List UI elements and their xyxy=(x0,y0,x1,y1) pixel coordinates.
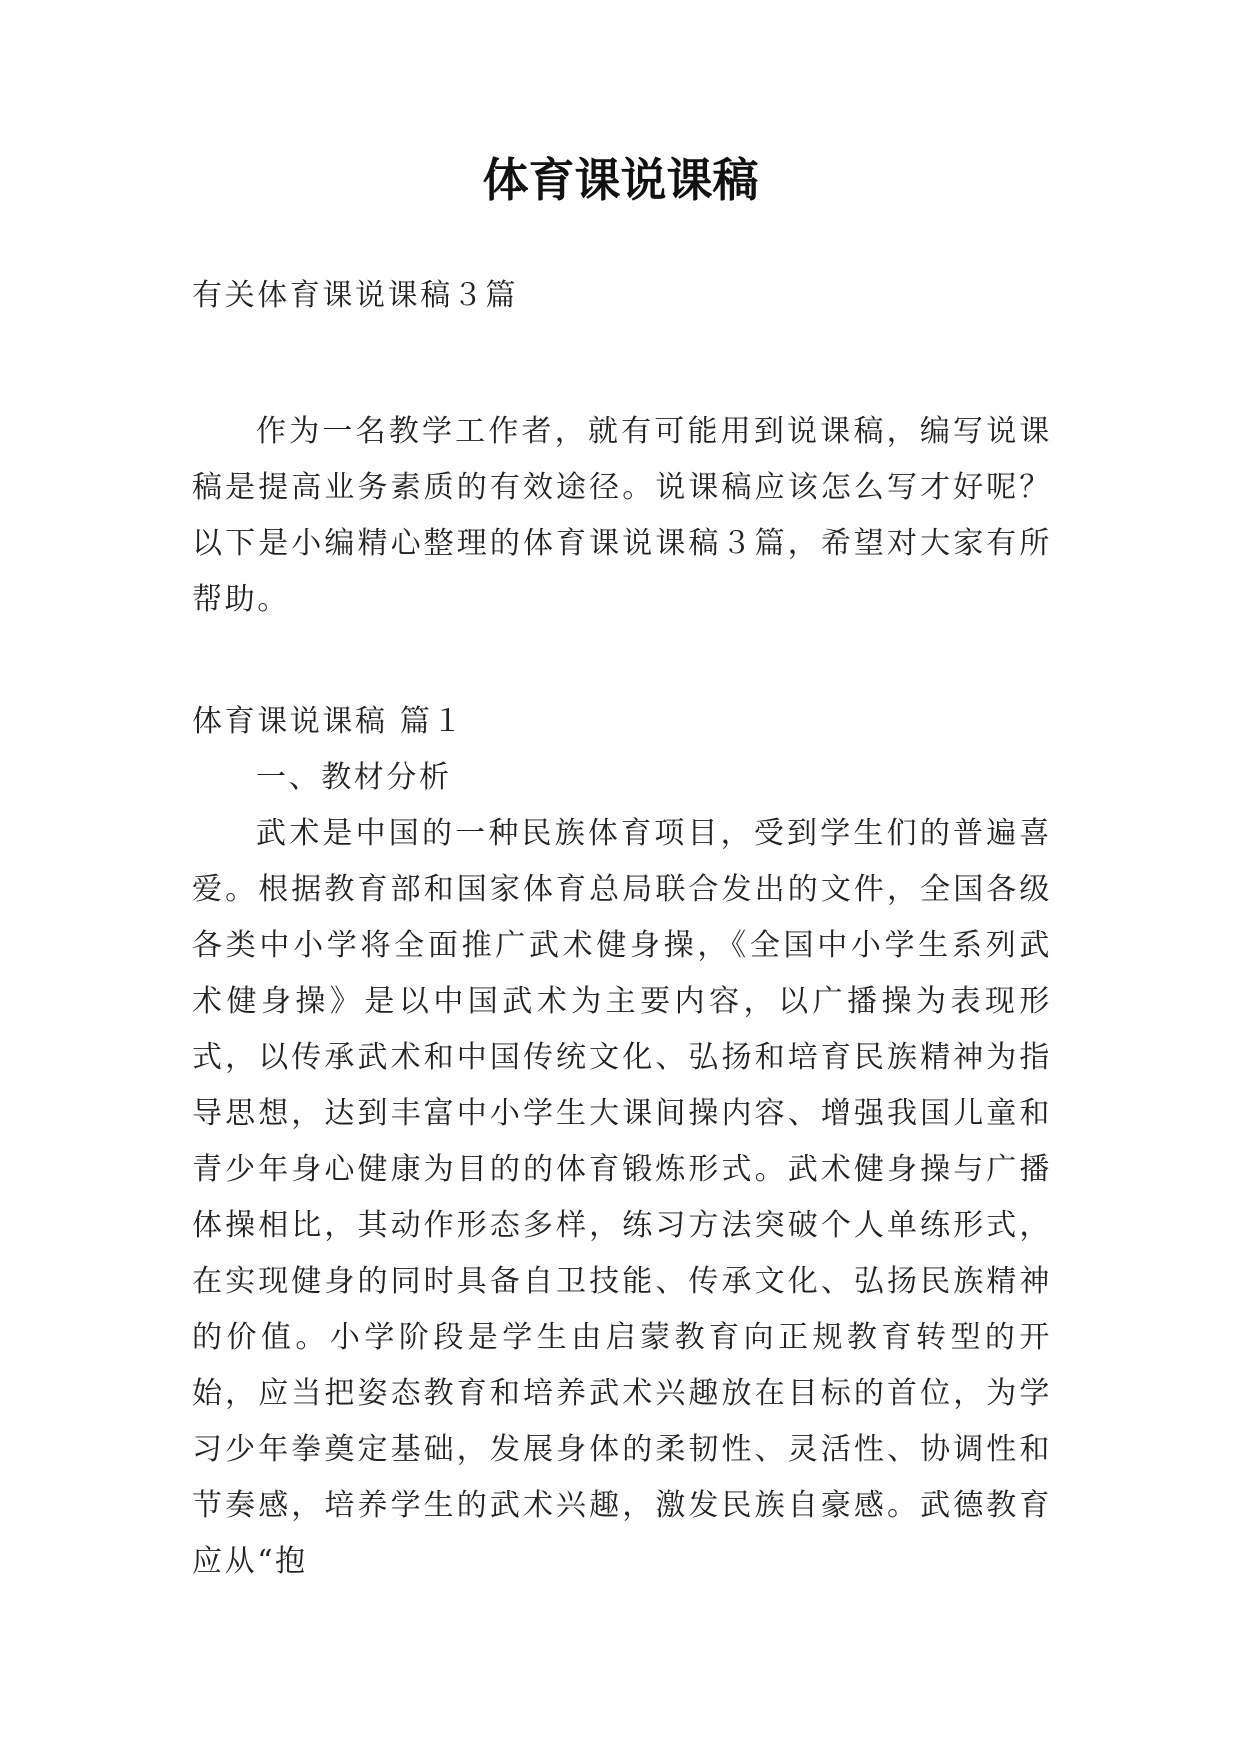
intro-paragraph: 作为一名教学工作者，就有可能用到说课稿，编写说课稿是提高业务素质的有效途径。说课稿应该怎么写才好呢？以下是小编精心整理的体育课说课稿３篇，希望对大家有所帮助。 xyxy=(192,414,1052,617)
document-title: 体育课说课稿 xyxy=(482,153,759,207)
document-subtitle: 有关体育课说课稿３篇 xyxy=(192,278,518,313)
section-heading: 体育课说课稿 篇１ xyxy=(192,704,465,739)
section-body-paragraph: 武术是中国的一种民族体育项目，受到学生们的普遍喜爱。根据教育部和国家体育总局联合发出的文件，全国各级各类中小学将全面推广武术健身操，《全国中小学生系列武术健身操》是以中国武术为主要内容，以广播操为表现形式，以传承武术和中国传统文化、弘扬和培育民族精神为指导思想，达到丰富中小学生大课间操内容、增强我国儿童和青少年身心健康为目的的体育锻炼形式。武术健身操与广播体操相比，其动作形态多样，练习方法突破个人单练形式，在实现健身的同时具备自卫技能、传承文化、弘扬民族精神的价值。小学阶段是学生由启蒙教育向正规教育转型的开始，应当把姿态教育和培养武术兴趣放在目标的首位，为学习少年拳奠定基础，发展身体的柔韧性、灵活性、协调性和节奏感，培养学生的武术兴趣，激发民族自豪感。武德教育应从“抱 xyxy=(192,816,1052,1579)
section-subheading: 一、教材分析 xyxy=(256,760,452,795)
